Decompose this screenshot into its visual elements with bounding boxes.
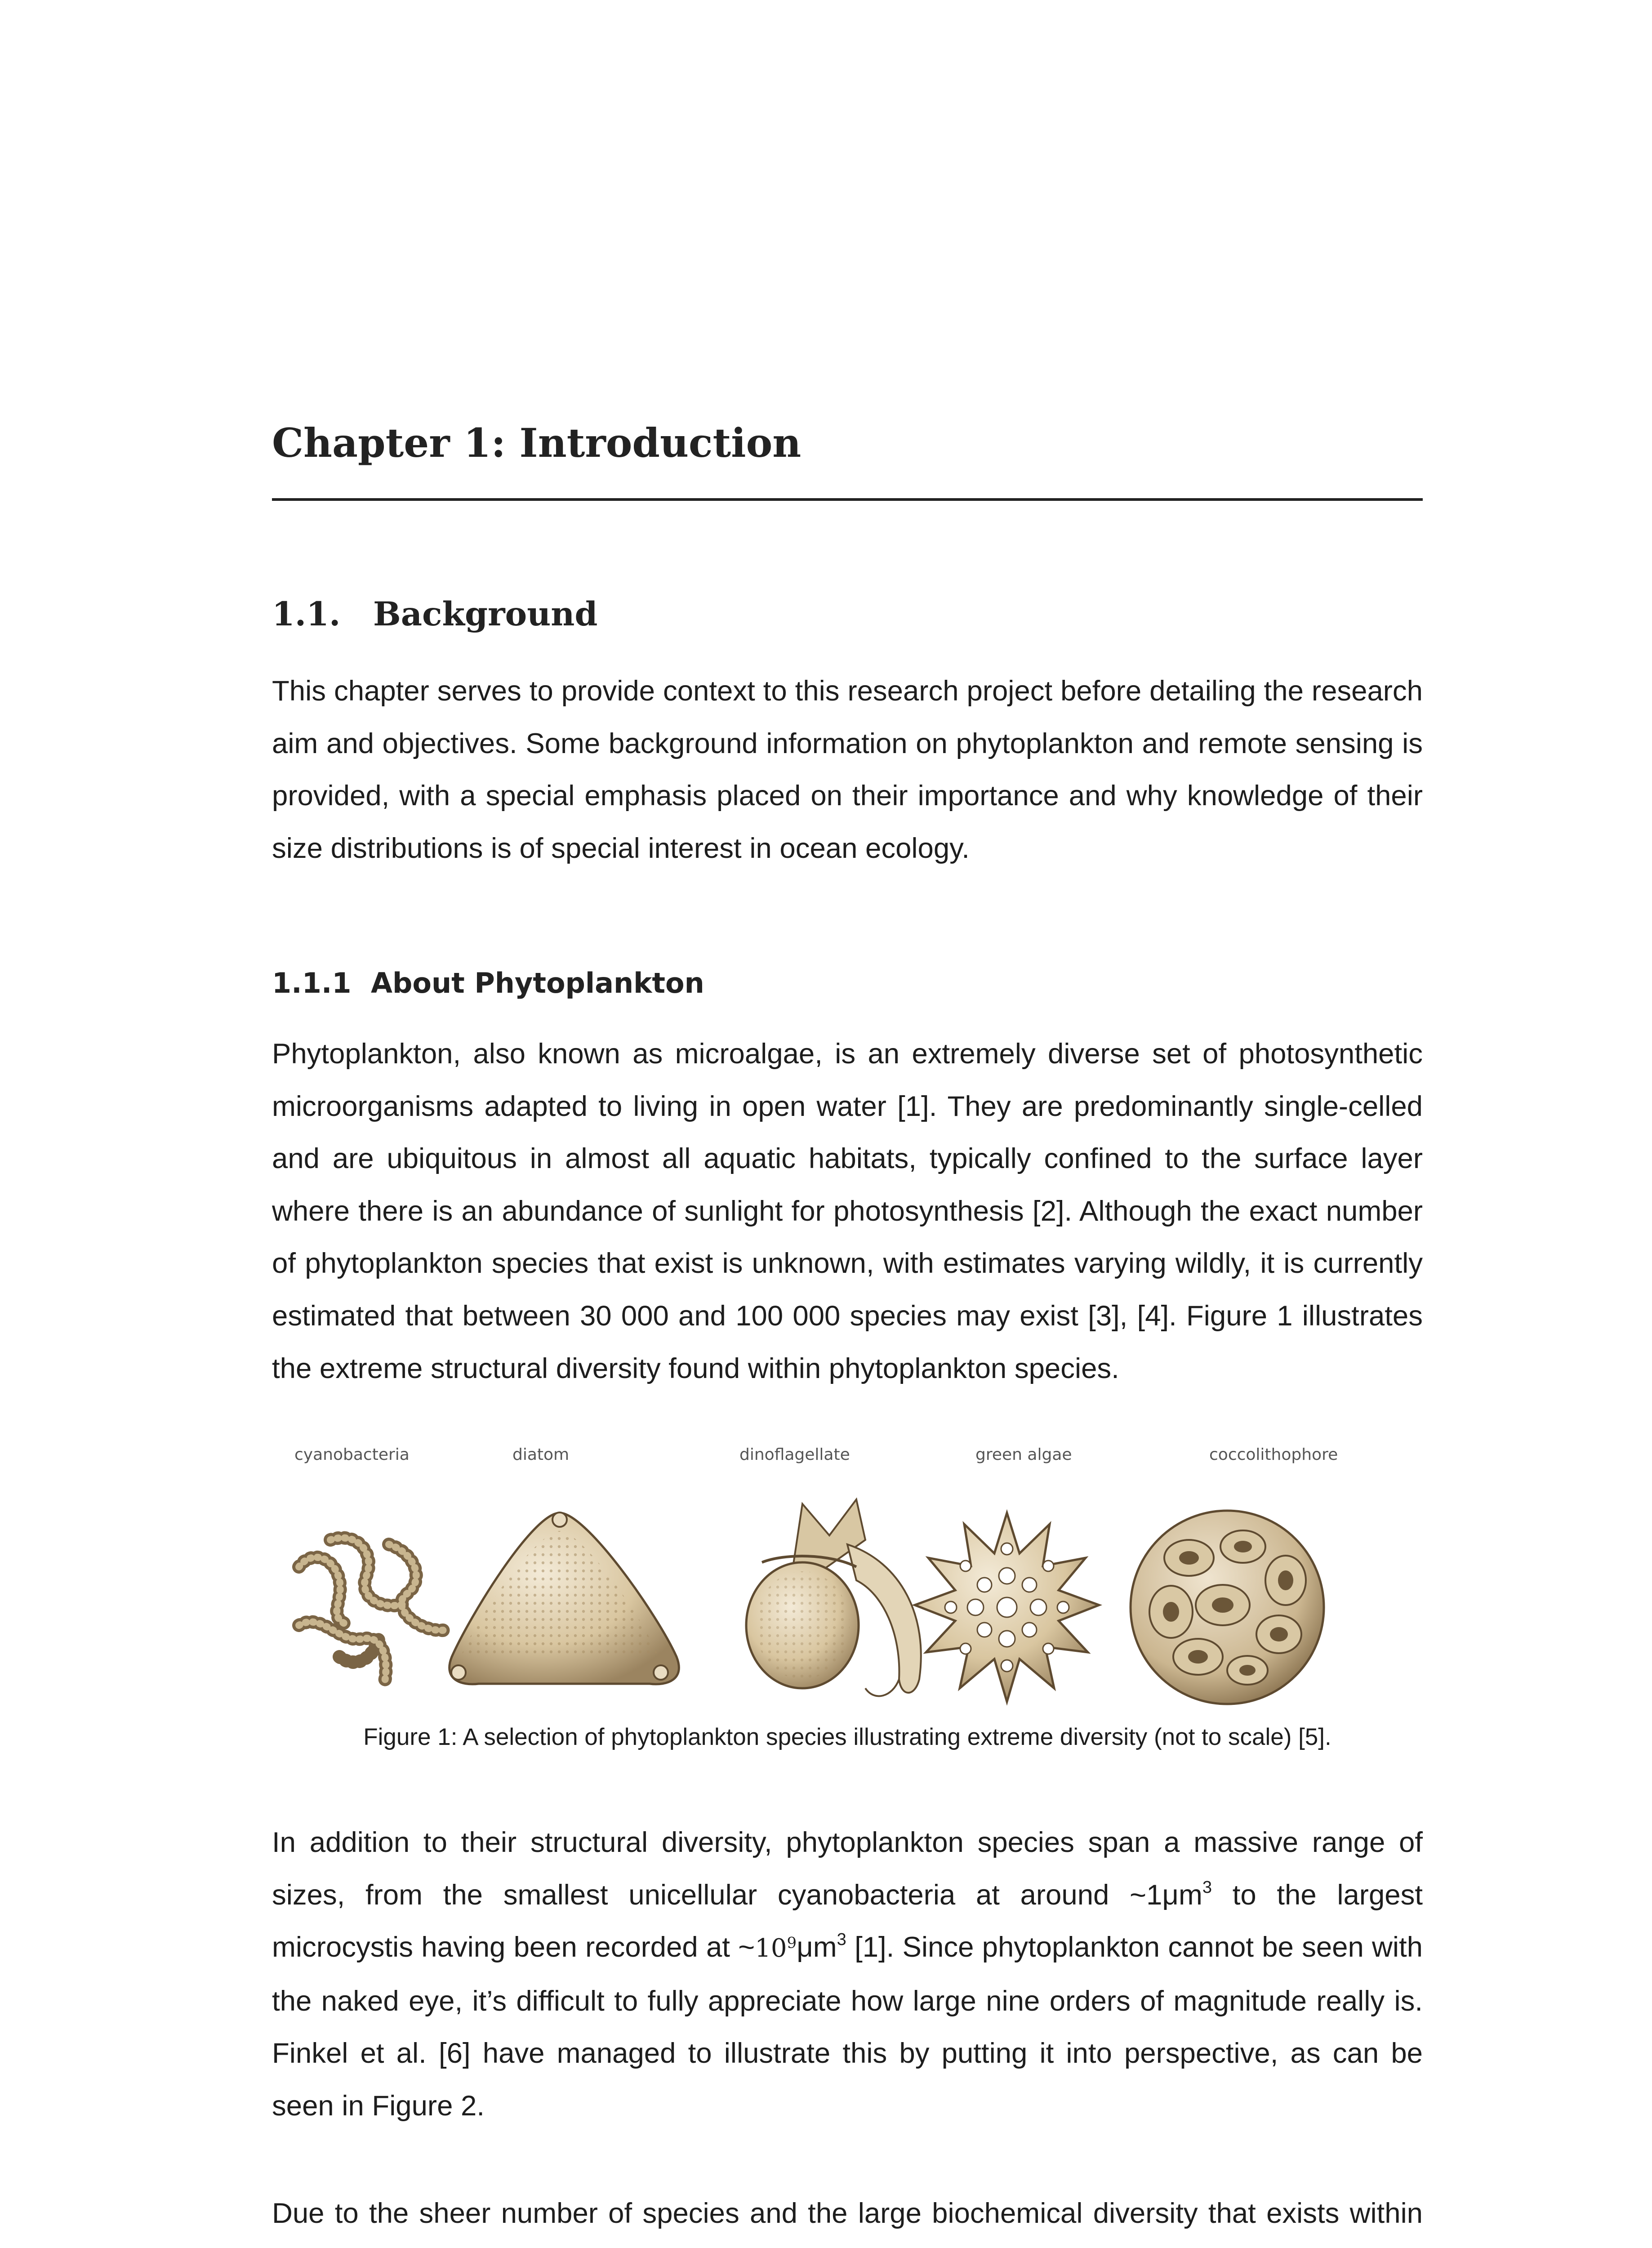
section-number: 1.1. xyxy=(272,595,341,633)
section-title: Background xyxy=(373,595,598,633)
green-algae-illustration xyxy=(915,1513,1099,1702)
cyanobacteria-illustration xyxy=(299,1538,447,1684)
paragraph-size-range xyxy=(272,1816,1423,2132)
paragraph-size-range-part-d: [1]. Since phytoplankton cannot be seen with the naked eye, it’s difficult to fully appreciate how large nine orders of magnitude really is. Finkel et al. [6] have managed to illustrate this by putting it into perspective, as can be seen in Figure 2. xyxy=(272,1931,1423,2122)
coccolithophore-illustration xyxy=(1131,1511,1324,1704)
subsection-heading xyxy=(272,967,1423,1000)
figure-label-diatom: diatom xyxy=(512,1445,570,1464)
subsection-title: About Phytoplankton xyxy=(371,967,704,999)
paragraph-background: This chapter serves to provide context to this research project before detailing the research aim and objectives. Some background information on phytoplankton and remote sensing is provided, with a special emphasis placed on their importance and why knowledge of their size distributions is of special interest in ocean ecology. xyxy=(272,675,1423,864)
phytoplankton-illustrations xyxy=(272,1445,1423,1706)
paragraph-about-phytoplankton: Phytoplankton, also known as microalgae, is an extremely diverse set of photosynthetic microorganisms adapted to living in open water [1]. They are predominantly single-celled and are ubiquitous in almost all aquatic habitats, typically confined to the surface layer where there is an abundance of sunlight for photosynthesis [2]. Although the exact number of phytoplankton species that exist is unknown, with estimates varying wildly, it is currently estimated that between 30 000 and 100 000 species may exist [3], [4]. Figure 1 illustrates the extreme structural diversity found within phytoplankton species. xyxy=(272,1038,1423,1384)
dinoflagellate-illustration xyxy=(746,1499,921,1696)
figure-label-dinoflagellate: dinoflagellate xyxy=(739,1445,850,1464)
paragraph-functional-groups: Due to the sheer number of species and the large biochemical diversity that exists within xyxy=(272,2198,1423,2229)
subsection-number: 1.1.1 xyxy=(272,967,352,999)
figure-phytoplankton xyxy=(272,1445,1423,1706)
chapter-title: Chapter 1: Introduction xyxy=(272,419,802,466)
figure-caption: Figure 1: A selection of phytoplankton species illustrating extreme diversity (not to scale) [5]. xyxy=(363,1724,1331,1750)
section-heading xyxy=(272,596,1423,633)
figure-label-cyanobacteria: cyanobacteria xyxy=(294,1445,410,1464)
figure-label-green-algae: green algae xyxy=(975,1445,1072,1464)
figure-label-coccolithophore: coccolithophore xyxy=(1209,1445,1338,1464)
superscript-cubed-1: 3 xyxy=(1202,1878,1212,1897)
power-exponent: 9 xyxy=(787,1934,797,1952)
chapter-rule xyxy=(272,498,1423,501)
paragraph-size-range-part-c: μm xyxy=(797,1931,837,1963)
diatom-illustration xyxy=(450,1512,679,1684)
power-base: 10 xyxy=(755,1934,787,1963)
superscript-cubed-2: 3 xyxy=(837,1930,846,1949)
paragraph-size-range-part-a: In addition to their structural diversity, phytoplankton species span a massive range of sizes, from the smallest unicellular cyanobacteria at around ~1μm xyxy=(272,1827,1423,1911)
power-of-ten xyxy=(755,1934,797,1963)
paragraph-size-range-part-b: to the largest microcystis having been recorded at ~ xyxy=(272,1879,1423,1963)
